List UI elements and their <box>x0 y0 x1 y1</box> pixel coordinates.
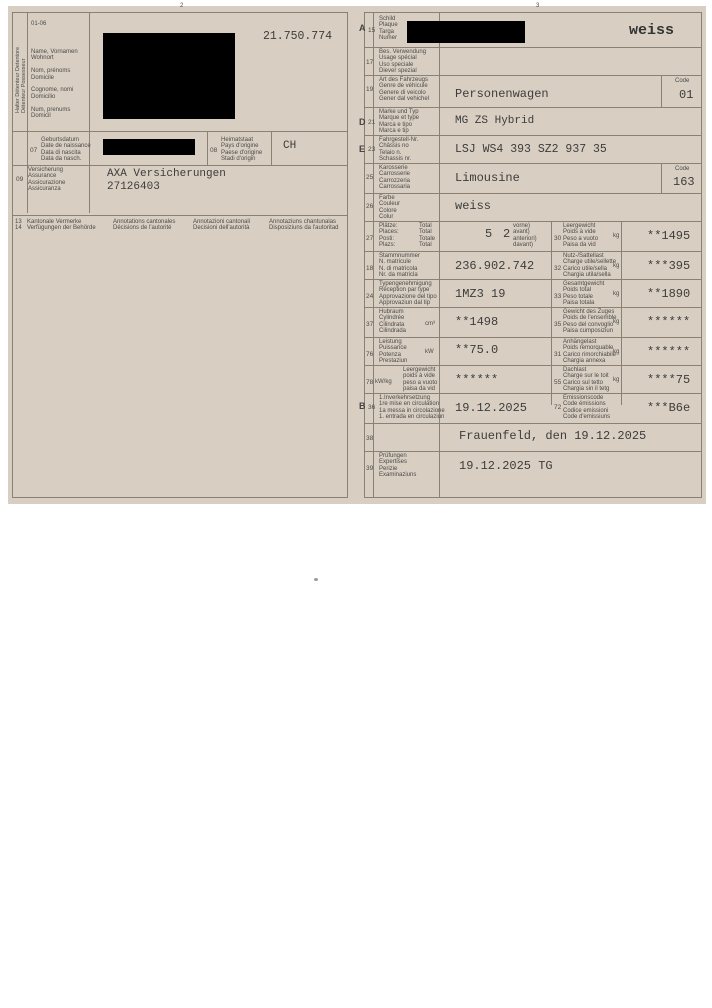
seats-total: 5 <box>485 227 493 241</box>
empty-weight-value: **1495 <box>647 229 691 243</box>
birth-date-redacted <box>103 139 195 155</box>
remarks-nums: 13 14 <box>15 219 22 232</box>
seats-label: Plätze: Places: Posti: Plazs: <box>379 223 399 249</box>
total-weight-value: **1890 <box>647 287 691 301</box>
train-weight-unit: kg <box>613 319 620 325</box>
body-num: 25 <box>366 174 374 181</box>
left-page <box>12 12 348 498</box>
seats-num: 27 <box>366 235 374 242</box>
inspection-value: 19.12.2025 TG <box>459 459 553 473</box>
total-weight-num: 33 <box>554 293 562 300</box>
left-page-number: 2 <box>180 3 184 9</box>
emission-value: ***B6e <box>647 401 691 415</box>
remarks-label-rm: Annotaziuns chantunalas Disposiziuns da l'autoritad <box>269 219 339 232</box>
form-number: 21.750.774 <box>263 30 333 43</box>
trailer-load-label: Anhängelast Poids remorquable Carico rimorchiabile Chargia annexa <box>563 339 617 365</box>
body-value: Limousine <box>455 171 520 185</box>
matriculation-label: Stammnummer N. matricule N. di matricola Nr. da matricla <box>379 253 421 279</box>
type-approval-num: 24 <box>366 293 374 300</box>
holder-label: Name, Vornamen Wohnort Nom, prénoms Domicile Cognome, nomi Domicilio Num, prenums Domicil <box>31 49 78 120</box>
power-ratio-label: Leergewicht poids à vide peso a vuoto paisa da vid <box>403 367 438 393</box>
power-num: 76 <box>366 351 374 358</box>
plate-num: 15 <box>368 27 376 34</box>
seats-front-label: vorne) avant) anteriori) davant) <box>513 223 537 249</box>
place-date-num: 38 <box>366 435 374 442</box>
payload-value: ***395 <box>647 259 691 273</box>
holder-side-label: Halter Détenteur Detentore <box>15 46 21 113</box>
body-label: Karosserie Carrosserie Carrozzeria Carrossaria <box>379 165 411 191</box>
insurance-label: Versicherung Assurance Assicurazione Assicuranza <box>28 167 66 193</box>
vehicle-registration-document <box>8 3 706 504</box>
origin-label: Heimatstaat Pays d'origine Paese d'origine Stadi d'origin <box>221 137 263 163</box>
power-ratio-value: ****** <box>455 373 499 387</box>
letter-a: A <box>359 23 366 33</box>
remarks-label-fr: Annotations cantonales Décisions de l'autorité <box>113 219 176 232</box>
insurance-num: 09 <box>16 176 24 183</box>
power-label: Leistung Puissance Potenza Prestaziun <box>379 339 408 365</box>
type-approval-label: Typengenehmigung Réception par type Approvazione del tipo Approvaziun dal tip <box>379 281 437 307</box>
body-code: 163 <box>673 175 695 189</box>
power-ratio-num: 78 <box>366 379 374 386</box>
birth-num: 07 <box>30 147 38 154</box>
insurance-number: 27126403 <box>107 181 160 193</box>
right-page-number: 3 <box>536 3 540 9</box>
letter-d: D <box>359 117 366 127</box>
scan-speck <box>314 578 318 581</box>
place-date-value: Frauenfeld, den 19.12.2025 <box>459 429 647 443</box>
make-label: Marke und Typ Marque et type Marca e tipo Marca e tip <box>379 109 420 135</box>
holder-side-label-2: Détenteur Possesseur <box>21 58 27 113</box>
vehicle-type-label: Art des Fahrzeugs Genre de véhicule Genere di veicolo Gener dal vehichel <box>379 77 430 103</box>
make-num: 21 <box>368 119 376 126</box>
first-registration-value: 19.12.2025 <box>455 401 528 415</box>
special-use-label: Bes. Verwendung Usage spécial Uso speciale Diever spezial <box>379 49 427 75</box>
chassis-value: LSJ WS4 393 SZ2 937 35 <box>455 143 607 156</box>
roof-load-value: ****75 <box>647 373 691 387</box>
chassis-num: 23 <box>368 146 376 153</box>
seats-front: 2 <box>503 227 511 241</box>
insurer-name: AXA Versicherungen <box>107 168 226 180</box>
first-registration-num: 36 <box>368 404 376 411</box>
roof-load-unit: kg <box>613 377 620 383</box>
first-registration-label: 1.Inverkehrsetzung 1re mise en circulation 1a messa in circolazione 1. entrada en circulaziun <box>379 395 445 421</box>
vehicle-type-value: Personenwagen <box>455 87 549 101</box>
inspection-num: 39 <box>366 465 374 472</box>
trailer-load-unit: kg <box>613 349 620 355</box>
trailer-load-num: 31 <box>554 351 562 358</box>
origin-num: 08 <box>210 147 218 154</box>
payload-label: Nutz-/Sattellast Charge utile/sellette Carico utile/sella Chargia utila/sella <box>563 253 617 279</box>
trailer-load-value: ****** <box>647 345 691 359</box>
power-ratio-unit: kW/kg <box>375 379 392 385</box>
empty-weight-unit: kg <box>613 233 620 239</box>
plate-label: Schild Plaque Targa Numer <box>379 16 398 42</box>
chassis-label: Fahrgestell-Nr. Châssis no Telaio n. Schassis nr. <box>379 137 419 163</box>
emission-label: Emissionscode Code émissions Codice emissioni Code d'emissiuns <box>563 395 611 421</box>
right-page <box>359 12 702 498</box>
displacement-unit: cm³ <box>425 321 435 327</box>
remarks-label-de: Kantonale Vermerke Verfügungen der Behörde <box>27 219 96 232</box>
payload-num: 32 <box>554 265 562 272</box>
color-num: 26 <box>366 203 374 210</box>
power-unit: kW <box>425 349 434 355</box>
type-approval-value: 1MZ3 19 <box>455 287 506 301</box>
train-weight-label: Gewicht des Zuges Poids de l'ensemble Peso del convoglio Paisa cumposiziun <box>563 309 617 335</box>
total-weight-label: Gesamtgewicht Poids total Peso totale Paisa totala <box>563 281 605 307</box>
displacement-label: Hubraum Cylindrée Cilindrata Cilindrada <box>379 309 407 335</box>
holder-name-redacted <box>103 33 235 119</box>
train-weight-num: 35 <box>554 321 562 328</box>
displacement-value: **1498 <box>455 315 499 329</box>
seats-label-total: Total Total Totale Total <box>419 223 436 249</box>
plate-color: weiss <box>629 22 675 39</box>
plate-number-redacted <box>407 21 525 43</box>
empty-weight-num: 30 <box>554 235 562 242</box>
body-code-label: Code <box>675 166 690 172</box>
displacement-num: 37 <box>366 321 374 328</box>
emission-num: 72 <box>554 404 562 411</box>
color-value: weiss <box>455 199 492 213</box>
train-weight-value: ****** <box>647 315 691 329</box>
empty-weight-label: Leergewicht Poids à vide Peso a vuoto Paisa da vid <box>563 223 599 249</box>
origin-value: CH <box>283 140 297 152</box>
letter-b: B <box>359 401 366 411</box>
power-value: **75.0 <box>455 343 499 357</box>
vehicle-type-code-label: Code <box>675 78 690 84</box>
special-use-num: 17 <box>366 59 374 66</box>
total-weight-unit: kg <box>613 291 620 297</box>
header-code: 01-06 <box>31 21 47 27</box>
vehicle-type-num: 19 <box>366 86 374 93</box>
make-value: MG ZS Hybrid <box>455 115 535 127</box>
roof-load-num: 55 <box>554 379 562 386</box>
remarks-label-it: Annotazioni cantonali Decisioni dell'autorità <box>193 219 251 232</box>
roof-load-label: Dachlast Charge sur le toit Carico sul tetto Chargia sin il tetg <box>563 367 610 393</box>
inspection-label: Prüfungen Expertises Perizie Examinaziuns <box>379 453 417 479</box>
vehicle-type-code: 01 <box>679 88 694 102</box>
matriculation-num: 18 <box>366 265 374 272</box>
matriculation-value: 236.902.742 <box>455 259 535 273</box>
color-label: Farbe Couleur Colore Colur <box>379 195 401 221</box>
birth-label: Geburtsdatum Date de naissance Data di nascita Data da nasch. <box>41 137 91 163</box>
payload-unit: kg <box>613 263 620 269</box>
letter-e: E <box>359 144 366 154</box>
